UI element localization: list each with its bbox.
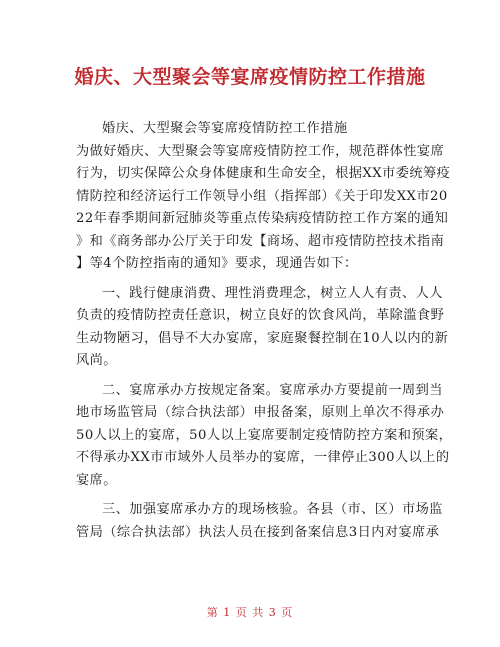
body-line: 风尚。 (76, 353, 117, 368)
body-line: 50人以上的宴席，50人以上宴席要制定疫情防控方案和预案， (76, 427, 453, 443)
body-line: 情防控和经济运行工作领导小组（指挥部）《关于印发XX市20 (76, 188, 448, 204)
body-line: 负责的疫情防控责任意识，树立良好的饮食风尚，革除滥食野 (76, 308, 445, 323)
document-body (76, 118, 453, 544)
body-line: 地市场监管局（综合执法部）申报备案，原则上单次不得承办 (76, 405, 445, 420)
body-line: 为做好婚庆、大型聚会等宴席疫情防控工作，规范群体性宴席 (76, 143, 445, 159)
page-number: 第 1 页 共 3 页 (206, 606, 294, 619)
document-title: 婚庆、大型聚会等宴席疫情防控工作措施 (74, 66, 426, 88)
body-line: 不得承办XX市市域外人员举办的宴席，一律停止300人以上的 (76, 450, 450, 465)
body-line: 二、宴席承办方按规定备案。宴席承办方要提前一周到当 (102, 382, 443, 398)
body-line: 婚庆、大型聚会等宴席疫情防控工作措施 (102, 121, 348, 136)
body-line: 】等4个防控指南的通知》要求，现通告如下： (76, 256, 358, 271)
body-line: 生动物陋习，倡导不大办宴席，家庭聚餐控制在10人以内的新 (76, 330, 449, 346)
body-line: 22年春季期间新冠肺炎等重点传染病疫情防控工作方案的通知 (76, 211, 449, 226)
body-line: 行为，切实保障公众身体健康和生命安全，根据XX市委统筹疫 (76, 166, 451, 181)
body-line: 三、加强宴席承办方的现场核验。各县（市、区）市场监 (102, 502, 443, 517)
body-line: 一、践行健康消费、理性消费理念，树立人人有责、人人 (102, 285, 443, 301)
body-line: 宴席。 (76, 472, 117, 488)
body-line: 》和《商务部办公厅关于印发【商场、超市疫情防控技术指南 (76, 233, 445, 249)
body-line: 管局（综合执法部）执法人员在接到备案信息3日内对宴席承 (76, 524, 440, 540)
